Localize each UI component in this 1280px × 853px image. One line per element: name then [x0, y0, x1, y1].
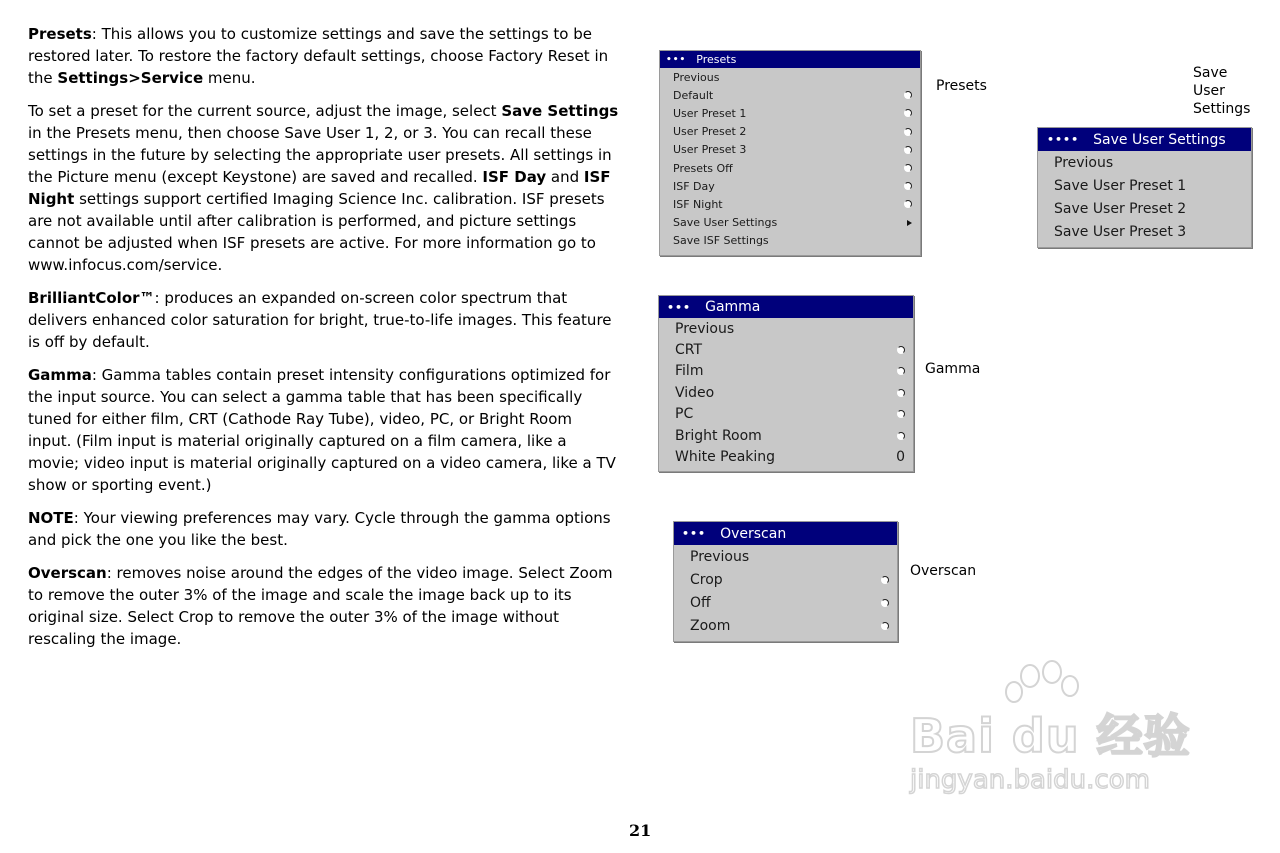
save-preset-paragraph: To set a preset for the current source, adjust the image, select Save Settings in the Presets menu, then choose Save User 1, 2, or 3. You can recall these settings in the future by selecting the appropriate user presets. All settings in the Picture menu (except Keystone) are saved and recalled. ISF Day and ISF Night settings support certified Imaging Science Inc. calibration. ISF presets are not available until after calibration is performed, and picture settings cannot be adjusted when ISF presets are active. For more information go to www.infocus.com/service.	[28, 102, 619, 274]
menu-item-previous[interactable]: Previous	[673, 70, 720, 84]
radio-icon[interactable]	[904, 164, 912, 172]
menu-item-save-isf-settings[interactable]: Save ISF Settings	[673, 234, 769, 248]
overscan-menu-title: ••• Overscan	[674, 522, 897, 545]
baidu-watermark	[905, 660, 1205, 800]
overscan-paragraph: Overscan: removes noise around the edges of the video image. Select Zoom to remove the outer 3% of the image and scale the image back up to its original size. Select Crop to remove the outer 3% of the image without rescaling the image.	[28, 564, 613, 648]
presets-menu	[659, 50, 921, 256]
menu-item-save-user-preset-2[interactable]: Save User Preset 2	[1054, 200, 1187, 217]
menu-item-film[interactable]: Film	[659, 361, 913, 382]
menu-dots-icon: •••	[682, 527, 707, 540]
menu-item-save-user-preset-1[interactable]: Save User Preset 1	[1054, 177, 1187, 194]
radio-icon[interactable]	[897, 410, 905, 418]
menu-item-pc[interactable]: PC	[659, 404, 913, 425]
watermark-url: jingyan.baidu.com	[910, 765, 1150, 795]
presets-menu-title: ••• Presets	[660, 51, 920, 68]
menu-item-user-preset-3[interactable]: User Preset 3	[660, 141, 920, 159]
menu-item-default[interactable]: Default	[660, 86, 920, 104]
menu-item-video[interactable]: Video	[659, 382, 913, 403]
save-menu-title: •••• Save User Settings	[1038, 128, 1251, 151]
menu-item-crop[interactable]: Crop	[674, 568, 897, 591]
save-user-settings-caption: Save User Settings	[1193, 65, 1251, 117]
gamma-menu-title: ••• Gamma	[659, 296, 913, 318]
menu-item-save-user-preset-3[interactable]: Save User Preset 3	[1054, 223, 1187, 240]
menu-dots-icon: ••••	[1047, 133, 1080, 146]
menu-item-off[interactable]: Off	[674, 591, 897, 614]
radio-icon[interactable]	[897, 346, 905, 354]
overscan-menu	[673, 521, 898, 642]
menu-item-crt[interactable]: CRT	[659, 339, 913, 360]
submenu-arrow-icon	[907, 220, 912, 226]
radio-icon[interactable]	[904, 109, 912, 117]
menu-item-zoom[interactable]: Zoom	[674, 614, 897, 637]
note-paragraph: NOTE: Your viewing preferences may vary. Cycle through the gamma options and pick the one you like the best.	[28, 509, 611, 549]
menu-item-isf-night[interactable]: ISF Night	[660, 195, 920, 213]
menu-dots-icon: •••	[667, 300, 692, 314]
gamma-paragraph: Gamma: Gamma tables contain preset intensity configurations optimized for the input source. You can select a gamma table that has been specifically tuned for either film, CRT (Cathode Ray Tube), video, PC, or Bright Room input. (Film input is material originally captured on a film camera, like a movie; video input is material originally captured on a video camera, like a TV show or sporting event.)	[28, 366, 616, 494]
radio-icon[interactable]	[904, 146, 912, 154]
save-user-settings-menu	[1037, 127, 1252, 248]
menu-item-user-preset-1[interactable]: User Preset 1	[660, 104, 920, 122]
menu-item-user-preset-2[interactable]: User Preset 2	[660, 123, 920, 141]
menu-item-save-user-settings[interactable]: Save User Settings	[660, 214, 920, 232]
menu-item-previous[interactable]: Previous	[675, 320, 735, 337]
radio-icon[interactable]	[881, 576, 889, 584]
radio-icon[interactable]	[881, 599, 889, 607]
radio-icon[interactable]	[897, 367, 905, 375]
presets-term: Presets	[28, 25, 92, 43]
menu-item-white-peaking[interactable]: White Peaking 0	[675, 449, 905, 466]
menu-item-presets-off[interactable]: Presets Off	[660, 159, 920, 177]
menu-item-previous[interactable]: Previous	[1054, 154, 1114, 171]
radio-icon[interactable]	[904, 128, 912, 136]
watermark-logo-text: Bai du 经验	[910, 709, 1191, 763]
menu-item-isf-day[interactable]: ISF Day	[660, 177, 920, 195]
overscan-caption: Overscan	[910, 563, 977, 579]
manual-text	[28, 23, 620, 661]
page-number: 21	[629, 821, 652, 840]
radio-icon[interactable]	[897, 432, 905, 440]
brilliantcolor-paragraph: BrilliantColor™: produces an expanded on-screen color spectrum that delivers enhanced color saturation for bright, true-to-life images. This feature is off by default.	[28, 289, 612, 351]
white-peaking-value: 0	[896, 449, 905, 466]
radio-icon[interactable]	[897, 389, 905, 397]
gamma-caption: Gamma	[925, 361, 981, 377]
radio-icon[interactable]	[904, 91, 912, 99]
gamma-menu	[658, 295, 914, 472]
radio-icon[interactable]	[881, 622, 889, 630]
radio-icon[interactable]	[904, 182, 912, 190]
menu-item-previous[interactable]: Previous	[690, 548, 750, 565]
presets-paragraph: Presets: This allows you to customize settings and save the settings to be restored later. To restore the factory default settings, choose Factory Reset in the Settings>Service menu.	[28, 25, 609, 87]
presets-caption: Presets	[936, 78, 987, 94]
menu-item-bright-room[interactable]: Bright Room	[659, 425, 913, 446]
radio-icon[interactable]	[904, 200, 912, 208]
menu-dots-icon: •••	[666, 54, 687, 65]
